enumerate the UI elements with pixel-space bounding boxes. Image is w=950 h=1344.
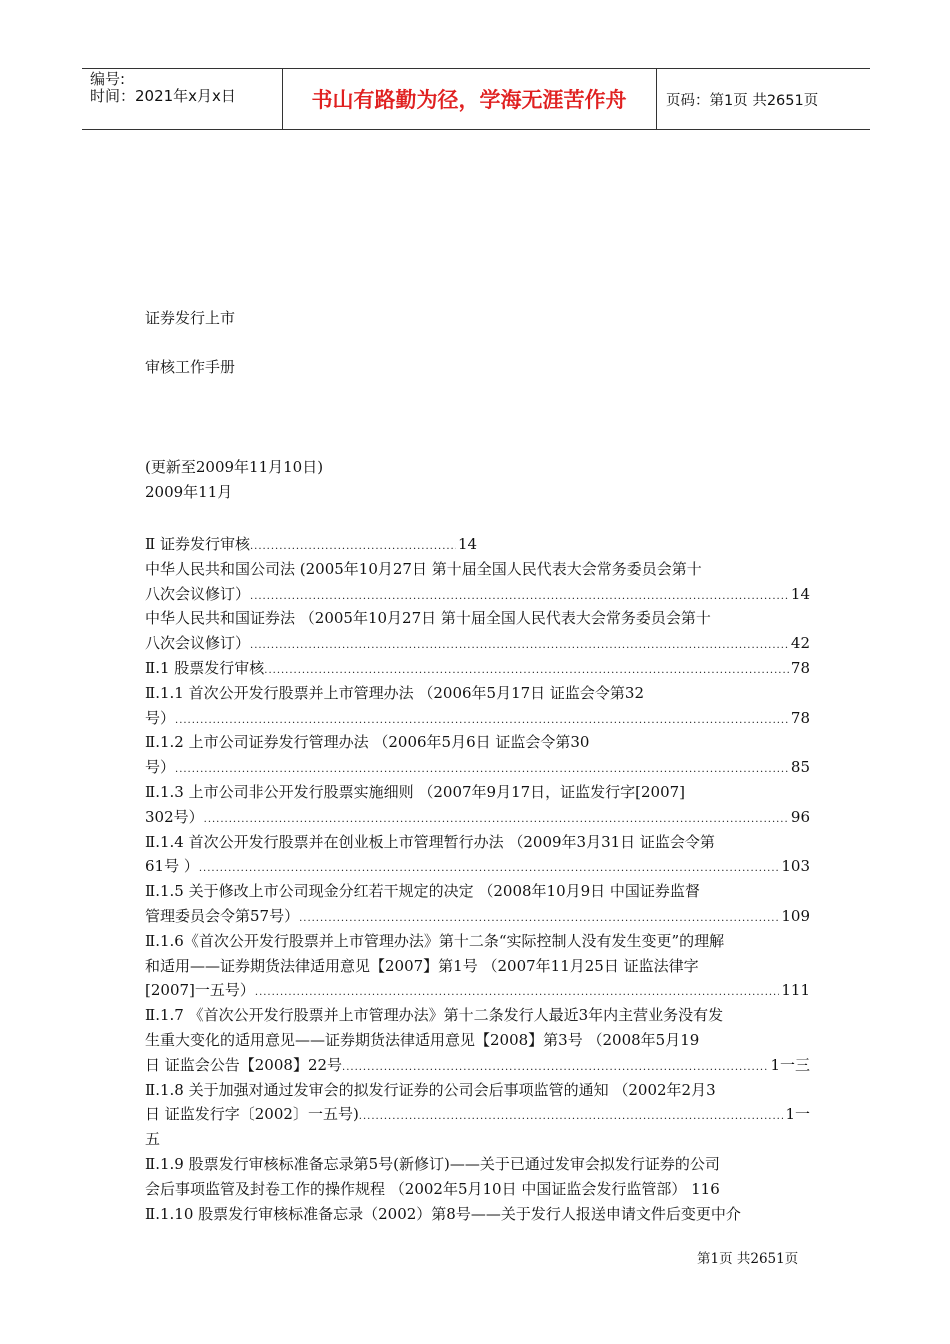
toc-page-number: 14 <box>790 584 810 603</box>
toc-entry[interactable] <box>145 755 810 780</box>
toc-leader-dots <box>175 706 789 731</box>
toc-entry[interactable] <box>145 631 810 656</box>
toc-entry-text: Ⅱ.1.1 首次公开发行股票并上市管理办法 （2006年5月17日 证监会令第32 <box>145 683 645 702</box>
toc-page-number: 42 <box>790 634 810 653</box>
toc-entry[interactable] <box>145 1053 810 1078</box>
toc-entry[interactable] <box>145 1102 810 1127</box>
toc-entry-text: 八次会议修订） <box>145 584 251 603</box>
toc-entry-text: 会后事项监管及封卷工作的操作规程 （2002年5月10日 中国证监会发行监管部） 116 <box>145 1179 720 1198</box>
toc-entry[interactable] <box>145 681 810 706</box>
toc-entry[interactable] <box>145 557 810 582</box>
toc-entry[interactable] <box>145 582 810 607</box>
toc-page-number: 85 <box>790 758 810 777</box>
toc-entry-text: 中华人民共和国证券法 （2005年10月27日 第十届全国人民代表大会常务委员会第十 <box>145 609 711 628</box>
toc-entry[interactable] <box>145 1028 810 1053</box>
toc-entry-text: 管理委员会令第57号） <box>145 906 300 925</box>
date-label: 时间：2021年x月x日 <box>90 87 236 105</box>
header-page-info: 页码：第1页 共2651页 <box>666 92 819 109</box>
toc-entry-text: Ⅱ.1.7 《首次公开发行股票并上市管理办法》第十二条发行人最近3年内主营业务没有发 <box>145 1006 724 1025</box>
toc-entry[interactable] <box>145 879 810 904</box>
toc-leader-dots <box>250 582 789 607</box>
toc-entry-text: Ⅱ.1 股票发行审核 <box>145 658 265 677</box>
toc-entry-text: Ⅱ.1.10 股票发行审核标准备忘录（2002）第8号——关于发行人报送申请文件后变更中介 <box>145 1204 741 1223</box>
toc-entry-text: 号） <box>145 708 176 727</box>
toc-entry-text: 302号） <box>145 807 204 826</box>
toc-page-number: 14 <box>457 535 478 553</box>
toc-entry[interactable] <box>145 954 810 979</box>
toc-leader-dots <box>342 1053 768 1078</box>
toc-leader-dots <box>199 854 780 879</box>
toc-entry-text: 中华人民共和国公司法 (2005年10月27日 第十届全国人民代表大会常务委员会第十 <box>145 559 702 578</box>
toc-leader-dots <box>250 532 456 557</box>
toc-entry[interactable] <box>145 606 810 631</box>
page-footer: 第1页 共2651页 <box>697 1251 799 1267</box>
toc-entry[interactable] <box>145 1202 810 1227</box>
toc-entry-text: 日 证监发行字〔2002〕一五号) <box>145 1105 359 1124</box>
toc-page-number: 103 <box>781 857 810 876</box>
toc-page-number: 111 <box>781 981 810 1000</box>
toc-entry-text: 五 <box>145 1130 161 1149</box>
toc-leader-dots <box>250 631 789 656</box>
number-label: 编号: <box>90 70 126 88</box>
toc-leader-dots <box>204 805 789 830</box>
toc-entry[interactable] <box>145 780 810 805</box>
toc-entry[interactable] <box>145 1003 810 1028</box>
toc-entry[interactable] <box>145 1177 810 1202</box>
toc-entry-text: 61号 ） <box>145 857 199 876</box>
doc-updated: (更新至2009年11月10日) <box>145 458 324 476</box>
toc-entry[interactable] <box>145 854 810 879</box>
toc-entry[interactable] <box>145 904 810 929</box>
toc-entry-text: Ⅱ.1.3 上市公司非公开发行股票实施细则 （2007年9月17日，证监发行字[2007] <box>145 782 686 801</box>
toc-entry-text: 和适用——证券期货法律适用意见【2007】第1号 （2007年11月25日 证监法律字 <box>145 956 699 975</box>
toc-page-number: 1一 <box>785 1105 810 1124</box>
toc-page-number: 78 <box>790 658 810 677</box>
toc-entry-text: Ⅱ.1.6《首次公开发行股票并上市管理办法》第十二条“实际控制人没有发生变更”的理解 <box>145 931 725 950</box>
toc-entry-text: Ⅱ.1.4 首次公开发行股票并在创业板上市管理暂行办法 （2009年3月31日 证监会令第 <box>145 832 715 851</box>
toc-entry[interactable] <box>145 805 810 830</box>
toc-entry[interactable] <box>145 656 810 681</box>
toc-entry[interactable] <box>145 929 810 954</box>
toc-entry-text: 日 证监会公告【2008】22号 <box>145 1055 343 1074</box>
toc-entry[interactable] <box>145 1078 810 1103</box>
toc-entry[interactable] <box>145 706 810 731</box>
toc-leader-dots <box>299 904 779 929</box>
toc-entry-text: 生重大变化的适用意见——证券期货法律适用意见【2008】第3号 （2008年5月19 <box>145 1030 700 1049</box>
toc-entry-text: Ⅱ.1.9 股票发行审核标准备忘录第5号(新修订)——关于已通过发审会拟发行证券的公司 <box>145 1154 720 1173</box>
table-of-contents <box>145 532 810 1226</box>
toc-entry-text: Ⅱ 证券发行审核 <box>145 535 250 553</box>
toc-page-number: 1一三 <box>770 1055 810 1074</box>
toc-entry-text: Ⅱ.1.8 关于加强对通过发审会的拟发行证券的公司会后事项监管的通知 （2002年2月3 <box>145 1080 716 1099</box>
doc-title-line2: 审核工作手册 <box>145 358 236 376</box>
toc-entry[interactable] <box>145 1127 810 1152</box>
toc-page-number: 109 <box>781 906 810 925</box>
toc-entry-text: [2007]一五号） <box>145 981 255 1000</box>
toc-entry[interactable] <box>145 978 810 1003</box>
toc-entry[interactable] <box>145 830 810 855</box>
toc-entry-text: 八次会议修订） <box>145 634 251 653</box>
toc-entry[interactable] <box>145 1152 810 1177</box>
toc-page-number: 96 <box>790 807 810 826</box>
doc-date: 2009年11月 <box>145 483 233 501</box>
toc-entry-text: Ⅱ.1.5 关于修改上市公司现金分红若干规定的决定 （2008年10月9日 中国证券监督 <box>145 882 700 901</box>
toc-leader-dots <box>359 1102 784 1127</box>
toc-entry[interactable] <box>145 532 810 557</box>
toc-entry-text: 号） <box>145 758 176 777</box>
header-motto: 书山有路勤为径，学海无涯苦作舟 <box>311 88 627 112</box>
toc-leader-dots <box>175 755 789 780</box>
header-divider <box>656 69 657 129</box>
toc-leader-dots <box>264 656 789 681</box>
toc-entry-text: Ⅱ.1.2 上市公司证券发行管理办法 （2006年5月6日 证监会令第30 <box>145 733 590 752</box>
page-header <box>82 68 870 130</box>
toc-page-number: 78 <box>790 708 810 727</box>
doc-title-line1: 证券发行上市 <box>145 309 236 327</box>
toc-leader-dots <box>255 978 779 1003</box>
toc-entry[interactable] <box>145 730 810 755</box>
header-meta <box>90 71 236 105</box>
